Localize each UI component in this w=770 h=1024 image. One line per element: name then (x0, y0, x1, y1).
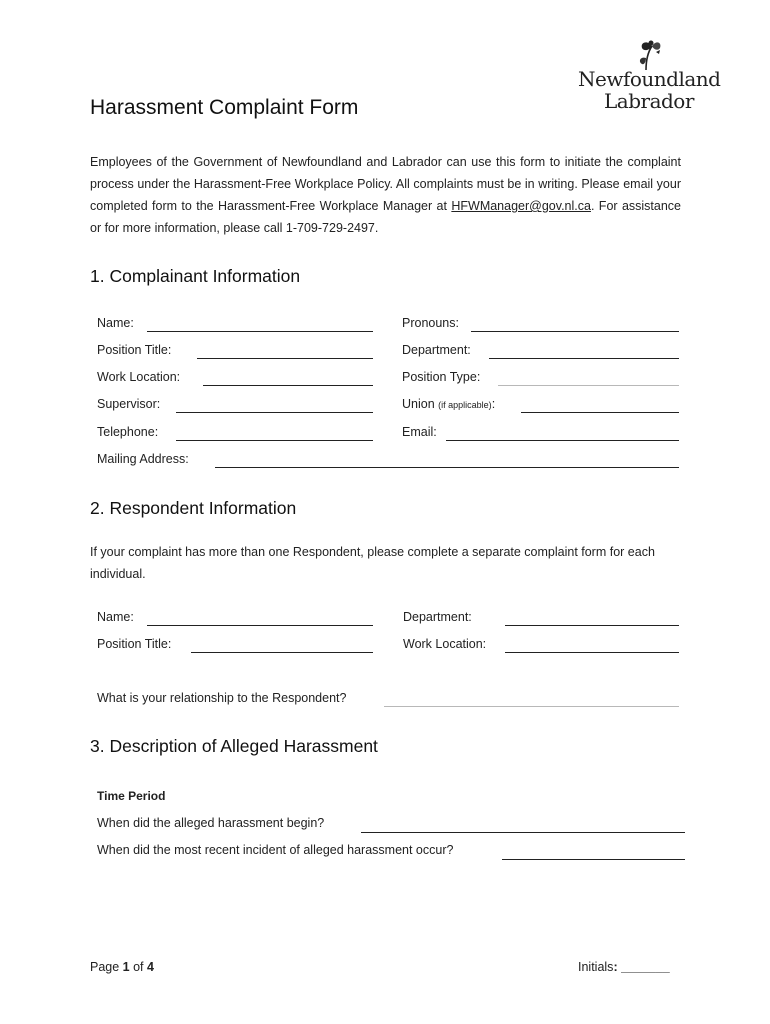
complainant-pronouns-field[interactable] (471, 331, 679, 332)
logo-line-2: Labrador (604, 89, 694, 113)
complainant-union-field[interactable] (521, 412, 679, 413)
section-1-heading: 1. Complainant Information (90, 266, 301, 286)
complainant-telephone-field[interactable] (176, 440, 373, 441)
respondent-position-title-field[interactable] (191, 652, 373, 653)
relationship-label: What is your relationship to the Respondent? (97, 691, 347, 705)
time-period-subheading: Time Period (97, 789, 166, 803)
union-note: (if applicable) (438, 400, 492, 410)
intro-text: Employees of the Government of Newfoundland and Labrador can use this form to initiate the complaint process under the Harassment-Free Workplace Policy. All complaints must be in writing. Please email your completed form to the Harassment-Free Workplace Manager at (90, 155, 681, 213)
relationship-dropdown[interactable] (384, 706, 679, 707)
harassment-begin-label: When did the alleged harassment begin? (97, 816, 325, 830)
complainant-department-field[interactable] (489, 358, 679, 359)
complainant-position-title-field[interactable] (197, 358, 373, 359)
respondent-department-label: Department: (403, 610, 472, 624)
complainant-mailing-address-field[interactable] (215, 467, 679, 468)
complainant-email-field[interactable] (446, 440, 679, 441)
complainant-mailing-address-label: Mailing Address: (97, 452, 189, 466)
page-total: 4 (147, 960, 154, 974)
initials-label: Initials (578, 960, 614, 974)
page-number (90, 960, 154, 974)
harassment-begin-field[interactable] (361, 832, 685, 833)
logo-line-1: Newfoundland (578, 67, 721, 91)
respondent-note: If your complaint has more than one Respondent, please complete a separate complaint form for each individual. (90, 545, 655, 581)
recent-incident-field[interactable] (502, 859, 685, 860)
respondent-name-label: Name: (97, 610, 134, 624)
complainant-work-location-label: Work Location: (97, 370, 181, 384)
intro-paragraph (90, 151, 681, 239)
complainant-email-label: Email: (402, 425, 437, 439)
complainant-name-field[interactable] (147, 331, 373, 332)
union-label-text: Union (402, 397, 435, 411)
recent-incident-label: When did the most recent incident of alleged harassment occur? (97, 843, 454, 857)
respondent-name-field[interactable] (147, 625, 373, 626)
position-type-dropdown[interactable] (498, 385, 679, 386)
intro-text-after: . For assistance or for more information, please call 1-709-729-2497. (90, 199, 681, 235)
respondent-department-field[interactable] (505, 625, 679, 626)
page-label: Page (90, 960, 123, 974)
initials-area (578, 960, 670, 974)
section-3-heading: 3. Description of Alleged Harassment (90, 736, 378, 756)
newfoundland-labrador-logo (576, 38, 721, 118)
complainant-department-label: Department: (402, 343, 471, 357)
complainant-work-location-field[interactable] (203, 385, 373, 386)
complainant-name-label: Name: (97, 316, 134, 330)
section-2-heading: 2. Respondent Information (90, 498, 297, 518)
page-title: Harassment Complaint Form (90, 96, 359, 119)
complainant-telephone-label: Telephone: (97, 425, 159, 439)
respondent-position-title-label: Position Title: (97, 637, 172, 651)
complainant-supervisor-label: Supervisor: (97, 397, 161, 411)
manager-email-link[interactable]: HFWManager@gov.nl.ca (451, 199, 591, 213)
page-of: of (129, 960, 147, 974)
initials-field[interactable]: _______ (617, 960, 670, 974)
union-colon: : (491, 397, 496, 411)
complainant-union-label (402, 397, 495, 411)
complainant-pronouns-label: Pronouns: (402, 316, 459, 330)
initials-colon: : (613, 960, 618, 974)
complainant-supervisor-field[interactable] (176, 412, 373, 413)
respondent-work-location-field[interactable] (505, 652, 679, 653)
complainant-position-type-label: Position Type: (402, 370, 481, 384)
complainant-position-title-label: Position Title: (97, 343, 172, 357)
page-current: 1 (122, 960, 130, 974)
respondent-work-location-label: Work Location: (403, 637, 487, 651)
